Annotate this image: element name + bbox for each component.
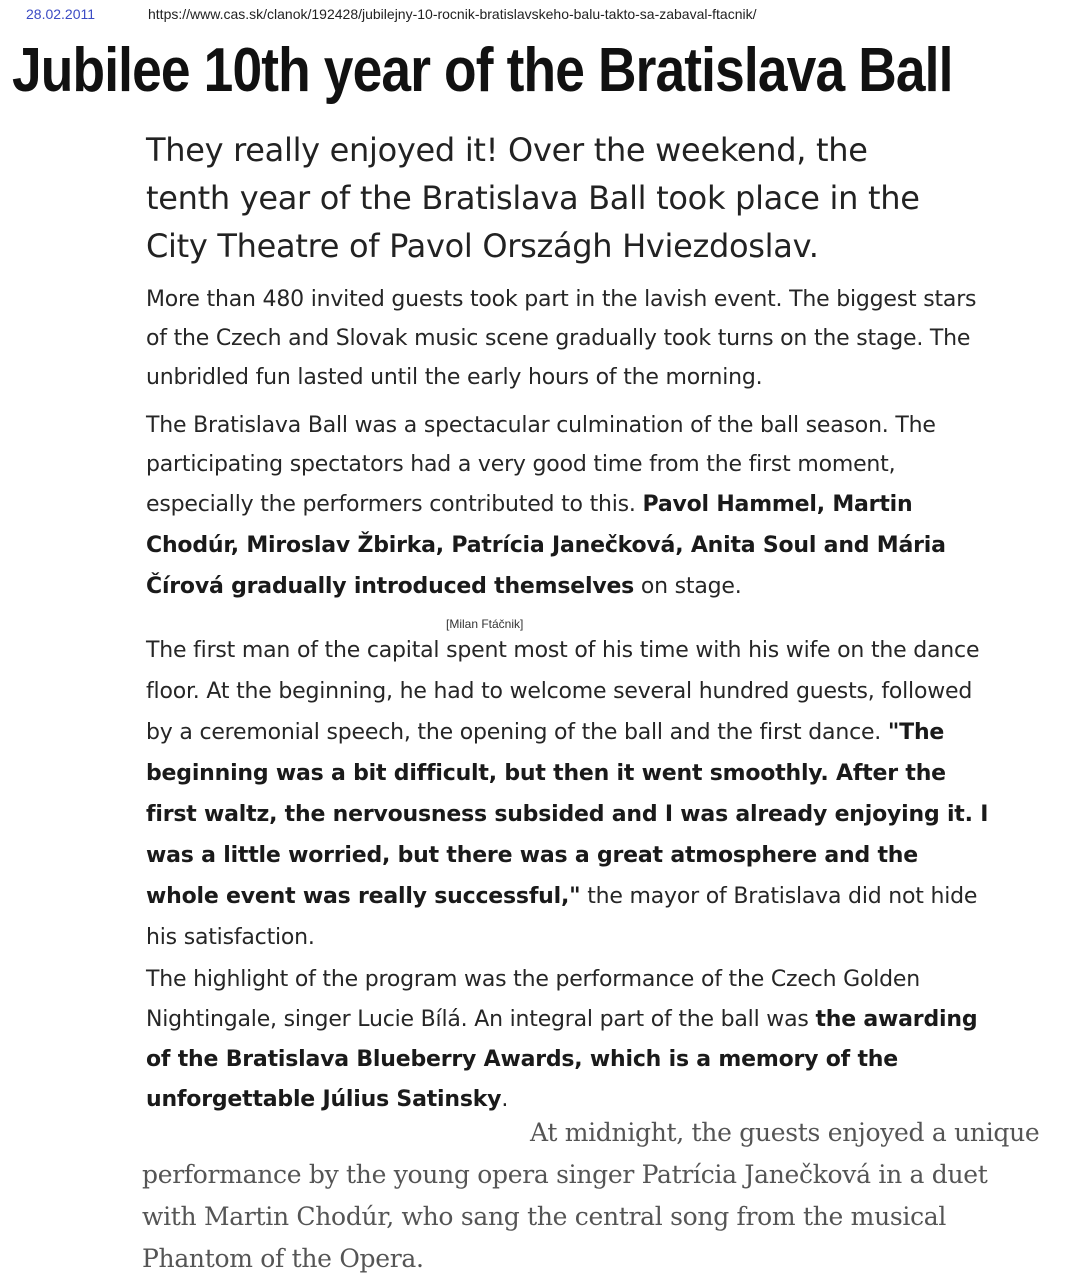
- photo-caption: [Milan Ftáčnik]: [446, 617, 524, 631]
- paragraph-2-bold: Pavol Hammel, Martin Chodúr, Miroslav Žbirka, Patrícia Janečková, Anita Soul and Mária Čírová gradually introduced themselves: [146, 492, 946, 599]
- paragraph-2: [146, 406, 996, 607]
- paragraph-2-tail: on stage.: [634, 574, 742, 599]
- publish-date: 28.02.2011: [26, 6, 96, 22]
- source-header: [0, 4, 1086, 26]
- paragraph-4: [146, 960, 996, 1120]
- article-title: Jubilee 10th year of the Bratislava Ball: [12, 36, 953, 105]
- paragraph-5: At midnight, the guests enjoyed a unique performance by the young opera singer Patrícia Janečková in a duet with Martin Chodúr, who sang the central song from the musical Phantom of the Opera.: [142, 1118, 1040, 1273]
- paragraph-3: [146, 630, 996, 958]
- paragraph-3-text: The first man of the capital spent most of his time with his wife on the dance floor. At the beginning, he had to welcome several hundred guests, followed by a ceremonial speech, the opening of the ball and the first dance.: [146, 638, 980, 745]
- article-lead: They really enjoyed it! Over the weekend, the tenth year of the Bratislava Ball took place in the City Theatre of Pavol Országh Hviezdoslav.: [146, 131, 920, 265]
- paragraph-4-bold: the awarding of the Bratislava Blueberry Awards, which is a memory of the unforgettable Július Satinsky: [146, 1007, 978, 1112]
- paragraph-1: More than 480 invited guests took part in the lavish event. The biggest stars of the Czech and Slovak music scene gradually took turns on the stage. The unbridled fun lasted until the early hours of the morning.: [146, 287, 977, 390]
- paragraph-3-quote: "The beginning was a bit difficult, but then it went smoothly. After the first waltz, the nervousness subsided and I was already enjoying it. I was a little worried, but there was a great atmosphere and the whole event was really successful,": [146, 720, 989, 909]
- paragraph-2-text: The Bratislava Ball was a spectacular culmination of the ball season. The participating spectators had a very good time from the first moment, especially the performers contributed to this.: [146, 413, 936, 517]
- paragraph-4-tail: .: [501, 1087, 509, 1112]
- source-url[interactable]: https://www.cas.sk/clanok/192428/jubilejny-10-rocnik-bratislavskeho-balu-takto-sa-zabaval-ftacnik/: [148, 6, 757, 22]
- paragraph-3-tail: the mayor of Bratislava did not hide his satisfaction.: [146, 884, 978, 950]
- paragraph-4-text: The highlight of the program was the performance of the Czech Golden Nightingale, singer Lucie Bílá. An integral part of the ball was: [146, 967, 920, 1032]
